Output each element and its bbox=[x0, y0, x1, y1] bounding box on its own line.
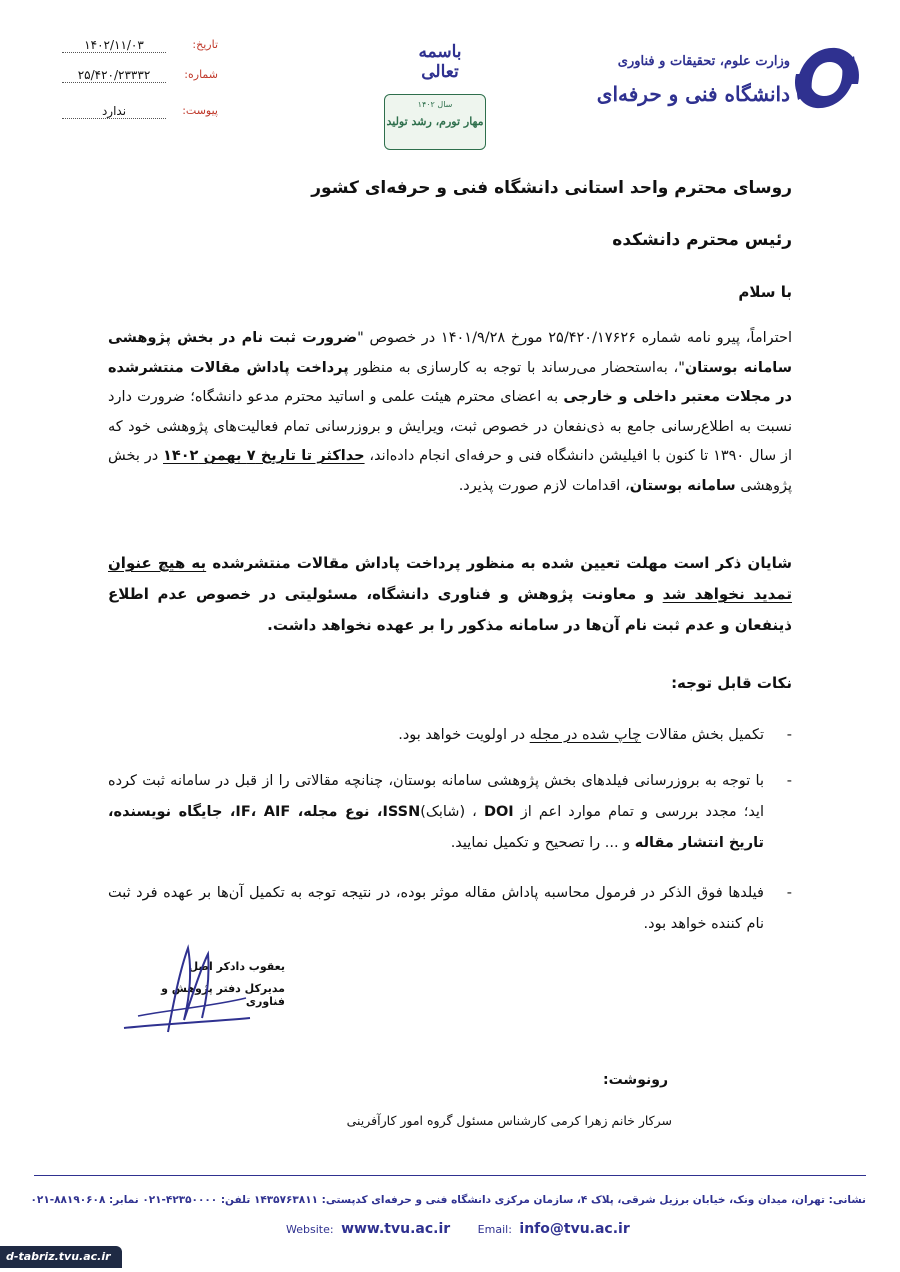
p1-deadline: حداکثر تا تاریخ ۷ بهمن ۱۴۰۲ bbox=[163, 448, 365, 464]
bullet-dash: - bbox=[786, 773, 792, 789]
recipient-line-1: روسای محترم واحد استانی دانشگاه فنی و حرفه‌ای کشور bbox=[311, 178, 792, 198]
p1-text-2: "، به‌استحضار می‌رساند با توجه به کارسازی به منظور bbox=[348, 359, 685, 376]
p1-text-4: در بخش پژوهشی bbox=[108, 448, 792, 494]
n2-bold-1: DOI bbox=[483, 804, 514, 820]
footer-web bbox=[286, 1221, 630, 1237]
banner-year: سال ۱۴۰۲ bbox=[417, 100, 453, 109]
note-2 bbox=[108, 766, 792, 859]
ministry-name: وزارت علوم، تحقیقات و فناوری bbox=[617, 54, 790, 69]
n3-text: فیلدها فوق الذکر در فرمول محاسبه پاداش مقاله موثر بوده، در نتیجه توجه به تکمیل آن‌ها بر عهده فرد ثبت نام کننده خواهد بود. bbox=[108, 885, 764, 932]
p1-bold-2: پرداخت پاداش مقالات منتشرشده در مجلات معتبر داخلی و خارجی bbox=[108, 359, 792, 405]
p1-text-5: ، اقدامات لازم صورت پذیرد. bbox=[458, 477, 630, 494]
paragraph-2 bbox=[108, 548, 792, 641]
cc-title: رونوشت: bbox=[603, 1072, 668, 1088]
n1-underlined: چاپ شده در مجله bbox=[529, 727, 642, 743]
footer-address: نشانی: تهران، میدان ونک، خیابان برزیل شرقی، پلاک ۴، سازمان مرکزی دانشگاه فنی و حرفه‌ای کدپستی: ۱۴۳۵۷۶۳۸۱۱ تلفن: ۴۲۳۵۰۰۰۰-۰۲۱ نمابر: ۸۸۱۹۰۶۰۸-۰۲۱ bbox=[30, 1194, 866, 1206]
n2-text-1: با توجه به بروزرسانی فیلدهای بخش پژوهشی سامانه بوستان، چنانچه مقالاتی را از قبل در سامانه ثبت کرده اید؛ مجدد بررسی و تمام موارد اعم از bbox=[108, 773, 764, 820]
website-label: Website: bbox=[286, 1223, 334, 1236]
university-name: دانشگاه فنی و حرفه‌ای bbox=[596, 82, 790, 106]
university-logo-icon bbox=[788, 40, 864, 116]
watermark-text: d-tabriz.tvu.ac.ir bbox=[6, 1250, 111, 1263]
notes-title: نکات قابل توجه: bbox=[671, 674, 792, 692]
n2-bold-2: ISSN، نوع مجله، IF، AIF، جایگاه نویسنده، تاریخ انتشار مقاله bbox=[108, 804, 764, 851]
email-label: Email: bbox=[477, 1223, 512, 1236]
p1-bold-1: ضرورت ثبت نام در بخش پژوهشی سامانه بوستان bbox=[108, 330, 793, 376]
date-value: ۱۴۰۲/۱۱/۰۳ bbox=[62, 38, 166, 53]
attachment-row bbox=[58, 104, 218, 122]
bullet-dash: - bbox=[786, 727, 792, 743]
n1-text-1: تکمیل بخش مقالات bbox=[641, 727, 764, 743]
bullet-dash: - bbox=[786, 885, 792, 901]
footer-divider bbox=[34, 1175, 866, 1176]
n2-text-3: و ... را تصحیح و تکمیل نمایید. bbox=[450, 835, 635, 851]
p2-underlined: به هیچ عنوان تمدید نخواهد شد bbox=[108, 554, 792, 603]
email-link[interactable]: info@tvu.ac.ir bbox=[519, 1221, 630, 1237]
signature-scribble bbox=[118, 940, 258, 1040]
n2-text-2: ، (شابک) bbox=[420, 804, 484, 820]
attachment-label: پیوست: bbox=[182, 104, 218, 117]
number-value: ۲۵/۴۲۰/۲۳۳۳۲ bbox=[62, 68, 166, 83]
number-label: شماره: bbox=[184, 68, 218, 81]
website-link[interactable]: www.tvu.ac.ir bbox=[341, 1221, 451, 1237]
signer-title: مدیرکل دفتر پژوهش و فناوری bbox=[161, 982, 285, 1008]
paragraph-1 bbox=[108, 324, 792, 501]
p2-text-1: شایان ذکر است مهلت تعیین شده به منظور پرداخت پاداش مقالات منتشرشده bbox=[206, 554, 792, 572]
cc-line: سرکار خانم زهرا کرمی کارشناس مسئول گروه امور کارآفرینی bbox=[346, 1113, 672, 1128]
p1-bold-4: سامانه بوستان bbox=[629, 477, 736, 494]
note-3 bbox=[108, 878, 792, 940]
banner-slogan: مهار تورم، رشد تولید bbox=[386, 115, 484, 128]
signer-name: یعقوب دادکر اصل bbox=[188, 960, 285, 973]
date-label: تاریخ: bbox=[192, 38, 218, 51]
recipient-line-2: رئیس محترم دانشکده bbox=[612, 230, 792, 250]
attachment-value: ندارد bbox=[62, 104, 166, 119]
p1-text-1: احتراماً، پیرو نامه شماره ۲۵/۴۲۰/۱۷۶۲۶ مورخ ۱۴۰۱/۹/۲۸ در خصوص " bbox=[357, 330, 792, 346]
number-row bbox=[58, 68, 218, 86]
n1-text-2: در اولویت خواهد بود. bbox=[398, 727, 530, 743]
year-slogan-banner bbox=[384, 94, 486, 150]
note-1 bbox=[108, 720, 792, 751]
p1-text-3: به اعضای محترم هیئت علمی و اساتید محترم مدعو دانشگاه؛ ضرورت دارد نسبت به اطلاع‌رسانی جامع به ذی‌نفعان در خصوص ثبت، ویرایش و بروزرسانی تمام فعالیت‌های پژوهشی خود که از سال ۱۳۹۰ تا کنون با افیلیشن دانشگاه فنی و حرفه‌ای انجام داده‌اند، bbox=[108, 389, 792, 464]
date-row bbox=[58, 38, 218, 56]
bismillah-calligraphy: باسمه تعالی bbox=[418, 42, 462, 82]
watermark-badge bbox=[0, 1246, 122, 1268]
p2-text-2: و معاونت پژوهش و فناوری دانشگاه، مسئولیتی در خصوص عدم اطلاع ذینفعان و عدم ثبت نام آن‌ها در سامانه مذکور را بر عهده نخواهد داشت. bbox=[108, 585, 792, 634]
greeting: با سلام bbox=[738, 283, 792, 301]
